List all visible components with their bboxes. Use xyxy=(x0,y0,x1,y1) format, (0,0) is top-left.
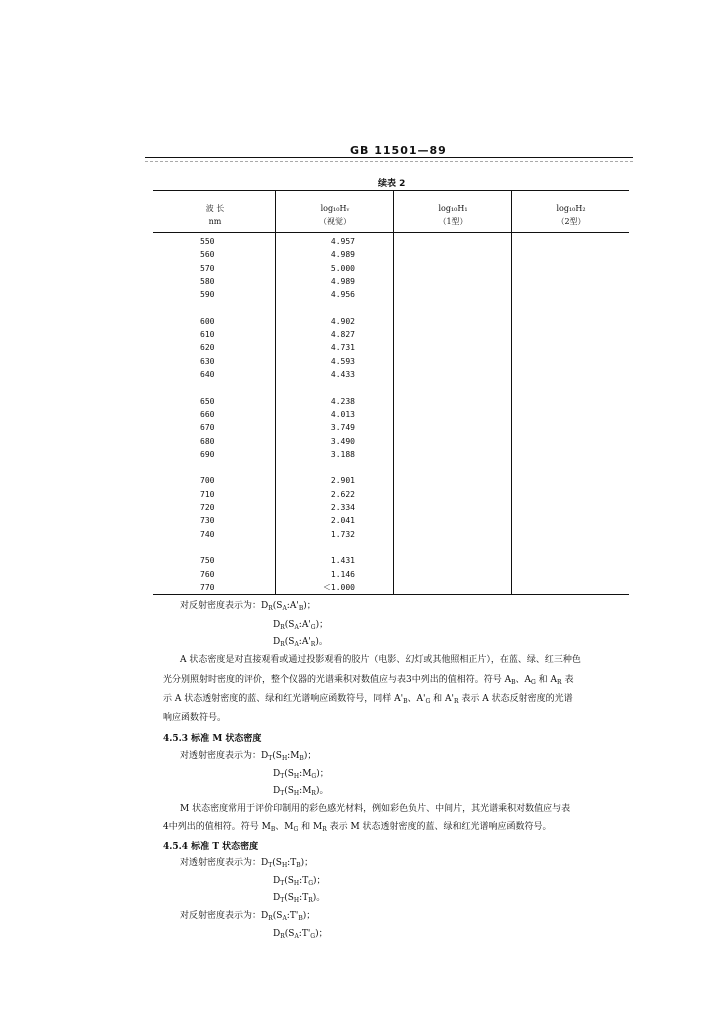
formula: $D_R(S_A:T'_G)$； xyxy=(273,929,328,940)
column-header-type2 xyxy=(526,202,616,228)
column-header-line2: （1型） xyxy=(438,217,468,226)
column-header-line2: （2型） xyxy=(556,217,586,226)
column-header-line1: log₁₀Hᵥ xyxy=(320,204,350,213)
formula: $D_T(S_H:T_G)$； xyxy=(273,876,326,887)
wavelength-cell: 760 xyxy=(200,569,215,579)
table-bottom-rule xyxy=(153,594,629,595)
log-hv-cell: 1.732 xyxy=(330,529,355,539)
table-column-divider xyxy=(275,190,276,594)
column-header-wavelength xyxy=(175,202,255,228)
column-header-visual xyxy=(290,202,380,228)
log-hv-cell: 4.433 xyxy=(330,370,355,379)
formula-line xyxy=(180,750,316,765)
wavelength-cell: 570 xyxy=(200,263,215,273)
log-hv-cell: 4.238 xyxy=(330,396,355,406)
wavelength-cell: 710 xyxy=(200,489,215,499)
log-hv-cell: 4.957 xyxy=(330,237,355,246)
column-header-line1: log₁₀H₁ xyxy=(438,204,468,213)
formula: $D_T(S_H:T_R)$。 xyxy=(273,893,326,904)
log-hv-cell: 4.956 xyxy=(330,290,355,300)
wavelength-cell: 690 xyxy=(200,449,215,459)
log-hv-cell: 4.013 xyxy=(330,409,355,419)
formula: $D_R(S_A:T'_B)$； xyxy=(261,911,316,922)
wavelength-cell: 650 xyxy=(200,396,215,406)
wavelength-cell: 660 xyxy=(200,409,215,419)
wavelength-cell: 580 xyxy=(200,276,215,286)
log-hv-cell: 3.749 xyxy=(330,423,355,433)
paragraph-line: M 状态密度常用于评价印制用的彩色感光材料，例如彩色负片、中间片，其光谱乘积对数值应与表 xyxy=(180,804,571,814)
paragraph-line: 4中列出的值相符。符号 $M_B$、$M_G$ 和 $M_R$ 表示 M 状态透射密度的蓝、绿和红光谱响应函数符号。 xyxy=(163,822,552,833)
table-header-rule xyxy=(153,232,629,233)
formula-lead: 对透射密度表示为： xyxy=(180,751,262,761)
log-hv-cell: 4.593 xyxy=(330,356,355,366)
log-hv-cell: 4.989 xyxy=(330,250,355,260)
wavelength-cell: 670 xyxy=(200,423,215,433)
log-hv-cell: 2.041 xyxy=(330,516,355,526)
header-rule-shadow xyxy=(145,161,633,162)
formula: $D_R(S_A:A'_B)$； xyxy=(261,601,316,612)
wavelength-cell: 730 xyxy=(200,516,215,526)
log-hv-cell: 1.431 xyxy=(330,556,355,566)
wavelength-cell: 610 xyxy=(200,330,215,340)
formula: $D_T(S_H:M_G)$； xyxy=(273,769,329,780)
log-hv-cell: 2.901 xyxy=(330,476,355,486)
paragraph-line: A 状态密度是对直接观看或通过投影观看的胶片（电影、幻灯或其他照相正片），在蓝、绿、红三种色 xyxy=(180,655,581,665)
wavelength-cell: 560 xyxy=(200,250,215,260)
wavelength-cell: 770 xyxy=(200,582,215,592)
wavelength-cell: 700 xyxy=(200,476,215,486)
log-hv-cell: 4.731 xyxy=(330,343,355,353)
column-header-type1 xyxy=(408,202,498,228)
column-header-line2: nm xyxy=(208,217,222,226)
formula-lead: 对反射密度表示为： xyxy=(180,601,262,611)
wavelength-cell: 620 xyxy=(200,343,215,353)
wavelength-cell: 600 xyxy=(200,316,215,326)
column-header-line1: 波 长 xyxy=(205,204,225,213)
log-hv-cell: 1.146 xyxy=(330,569,355,579)
formula: $D_R(S_A:A'_R)$。 xyxy=(273,637,328,648)
wavelength-cell: 680 xyxy=(200,436,215,446)
table-caption: 续表 2 xyxy=(378,179,406,189)
formula: $D_T(S_H:M_B)$； xyxy=(261,751,317,762)
wavelength-cell: 740 xyxy=(200,529,215,539)
column-header-line2: （视觉） xyxy=(319,217,351,226)
standard-number-header: GB 11501—89 xyxy=(350,144,447,157)
reflect-a-lead xyxy=(180,600,316,615)
formula-lead: 对反射密度表示为： xyxy=(180,911,262,921)
column-header-line1: log₁₀H₂ xyxy=(556,204,586,213)
paragraph-line: 示 A 状态透射密度的蓝、绿和红光谱响应函数符号，同样 $A'_B$、$A'_G$ 和 $A'_R$ 表示 A 状态反射密度的光谱 xyxy=(163,694,573,705)
paragraph-line: 响应函数符号。 xyxy=(163,713,227,723)
table-column-divider xyxy=(511,190,512,594)
log-hv-cell: 4.827 xyxy=(330,330,355,340)
log-hv-cell: 2.334 xyxy=(330,503,355,512)
log-hv-cell: 5.000 xyxy=(330,263,355,273)
wavelength-cell: 550 xyxy=(200,237,215,246)
table-top-rule xyxy=(153,190,629,191)
table-column-divider xyxy=(393,190,394,594)
log-hv-cell: 3.188 xyxy=(330,449,355,459)
section-heading-4-5-3: 4.5.3 标准 M 状态密度 xyxy=(163,734,262,744)
wavelength-cell: 720 xyxy=(200,503,215,512)
formula-line xyxy=(180,910,315,925)
log-hv-cell: ＜1.000 xyxy=(322,582,355,592)
formula: $D_R(S_A:A'_G)$； xyxy=(273,620,329,631)
formula: $D_T(S_H:T_B)$； xyxy=(261,858,314,869)
log-hv-cell: 4.989 xyxy=(330,276,355,286)
wavelength-cell: 590 xyxy=(200,290,215,300)
formula-lead: 对透射密度表示为： xyxy=(180,858,262,868)
header-rule xyxy=(145,157,633,158)
log-hv-cell: 4.902 xyxy=(330,316,355,326)
log-hv-cell: 2.622 xyxy=(330,489,355,499)
wavelength-cell: 640 xyxy=(200,370,215,379)
formula: $D_T(S_H:M_R)$。 xyxy=(273,786,329,797)
log-hv-cell: 3.490 xyxy=(330,436,355,446)
paragraph-line: 光分别照射时密度的评价，整个仪器的光谱乘积对数值应与表3中列出的值相符。符号 $A_B$、$A_G$ 和 $A_R$ 表 xyxy=(163,675,574,686)
wavelength-cell: 630 xyxy=(200,356,215,366)
formula-line xyxy=(180,857,313,872)
section-heading-4-5-4: 4.5.4 标准 T 状态密度 xyxy=(163,842,259,852)
wavelength-cell: 750 xyxy=(200,556,215,566)
